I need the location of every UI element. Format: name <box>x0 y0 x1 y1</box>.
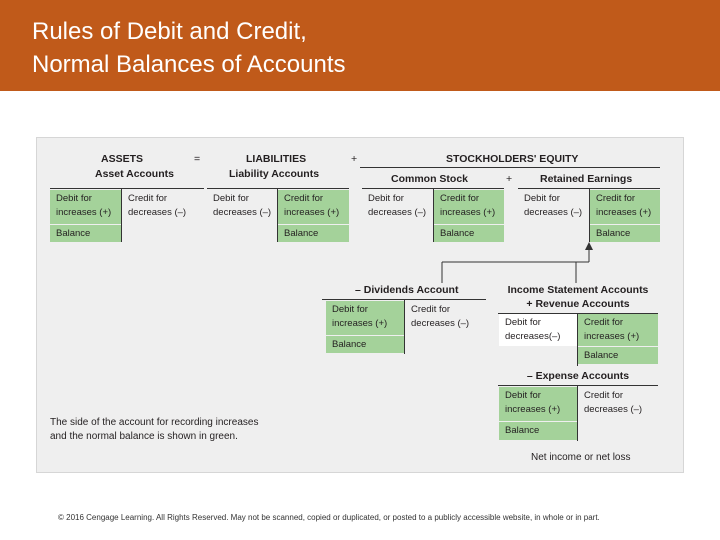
dividends-credit-line-2: decreases (–) <box>411 318 470 329</box>
common-stock-credit-line-2: increases (+) <box>440 207 496 218</box>
retained-earnings-label: Retained Earnings <box>540 173 633 185</box>
liabilities-balance-label: Balance <box>284 228 319 239</box>
expense-balance-label: Balance <box>505 425 540 436</box>
dividends-label: – Dividends Account <box>355 284 459 296</box>
legend-line-2: and the normal balance is shown in green. <box>50 431 238 442</box>
common-stock-debit-line-1: Debit for <box>368 193 404 204</box>
assets-title: ASSETS <box>101 153 144 165</box>
dividends-credit-line-1: Credit for <box>411 304 451 315</box>
revenue-balance-cell <box>578 347 658 364</box>
dividends-debit-cell <box>326 301 404 335</box>
revenue-balance-label: Balance <box>584 350 619 361</box>
liabilities-title: LIABILITIES <box>246 153 307 165</box>
assets-credit-line-2: decreases (–) <box>128 207 187 218</box>
expense-balance-cell <box>499 422 577 440</box>
revenue-credit-cell <box>578 314 658 346</box>
legend-line-1: The side of the account for recording increases <box>50 417 259 428</box>
expense-credit-line-1: Credit for <box>584 390 624 401</box>
revenue-debit-line-2: decreases(–) <box>505 331 561 342</box>
expense-t-top <box>498 385 658 386</box>
dividends-balance-cell <box>326 336 404 353</box>
liabilities-debit-line-1: Debit for <box>213 193 249 204</box>
dividends-debit-line-1: Debit for <box>332 304 368 315</box>
expense-label: – Expense Accounts <box>526 370 630 382</box>
common-stock-debit-line-2: decreases (–) <box>368 207 427 218</box>
dividends-credit-cell <box>405 301 486 335</box>
plus-sign-1: + <box>351 153 358 165</box>
equals-sign: = <box>194 153 201 165</box>
net-income-label: Net income or net loss <box>531 452 631 463</box>
revenue-debit-line-1: Debit for <box>505 317 541 328</box>
income-statement-label-2: + Revenue Accounts <box>526 298 630 310</box>
dividends-balance-label: Balance <box>332 339 367 350</box>
liabilities-credit-line-2: increases (+) <box>284 207 340 218</box>
assets-balance-label: Balance <box>56 228 91 239</box>
expense-debit-cell <box>499 387 577 421</box>
plus-sign-2: + <box>506 173 513 185</box>
retained-earnings-arrowhead <box>585 242 593 250</box>
retained-earnings-debit-line-2: decreases (–) <box>524 207 583 218</box>
revenue-credit-line-1: Credit for <box>584 317 624 328</box>
equity-title: STOCKHOLDERS' EQUITY <box>446 153 579 165</box>
retained-earnings-balance-label: Balance <box>596 228 631 239</box>
retained-earnings-credit-line-2: increases (+) <box>596 207 652 218</box>
dividends-debit-line-2: increases (+) <box>332 318 388 329</box>
liabilities-credit-line-1: Credit for <box>284 193 324 204</box>
retained-earnings-credit-line-1: Credit for <box>596 193 636 204</box>
common-stock-credit-line-1: Credit for <box>440 193 480 204</box>
liabilities-debit-line-2: decreases (–) <box>213 207 272 218</box>
expense-credit-line-2: decreases (–) <box>584 404 643 415</box>
slide-title-line-1: Rules of Debit and Credit, <box>32 18 307 45</box>
expense-credit-cell <box>578 387 658 421</box>
assets-debit-line-2: increases (+) <box>56 207 112 218</box>
assets-subtitle: Asset Accounts <box>95 168 174 180</box>
assets-credit-line-1: Credit for <box>128 193 168 204</box>
retained-earnings-debit-line-1: Debit for <box>524 193 560 204</box>
revenue-debit-cell <box>499 314 577 346</box>
expense-debit-line-2: increases (+) <box>505 404 561 415</box>
liabilities-subtitle: Liability Accounts <box>229 168 320 180</box>
common-stock-balance-label: Balance <box>440 228 475 239</box>
assets-debit-line-1: Debit for <box>56 193 92 204</box>
revenue-credit-line-2: increases (+) <box>584 331 640 342</box>
income-statement-label-1: Income Statement Accounts <box>507 284 649 296</box>
common-stock-label: Common Stock <box>391 173 469 185</box>
expense-debit-line-1: Debit for <box>505 390 541 401</box>
copyright-notice: © 2016 Cengage Learning. All Rights Reserved. May not be scanned, copied or duplicated, or posted to a publicly accessible website, in whole or in part. <box>58 513 600 522</box>
slide-title-line-2: Normal Balances of Accounts <box>32 51 346 78</box>
